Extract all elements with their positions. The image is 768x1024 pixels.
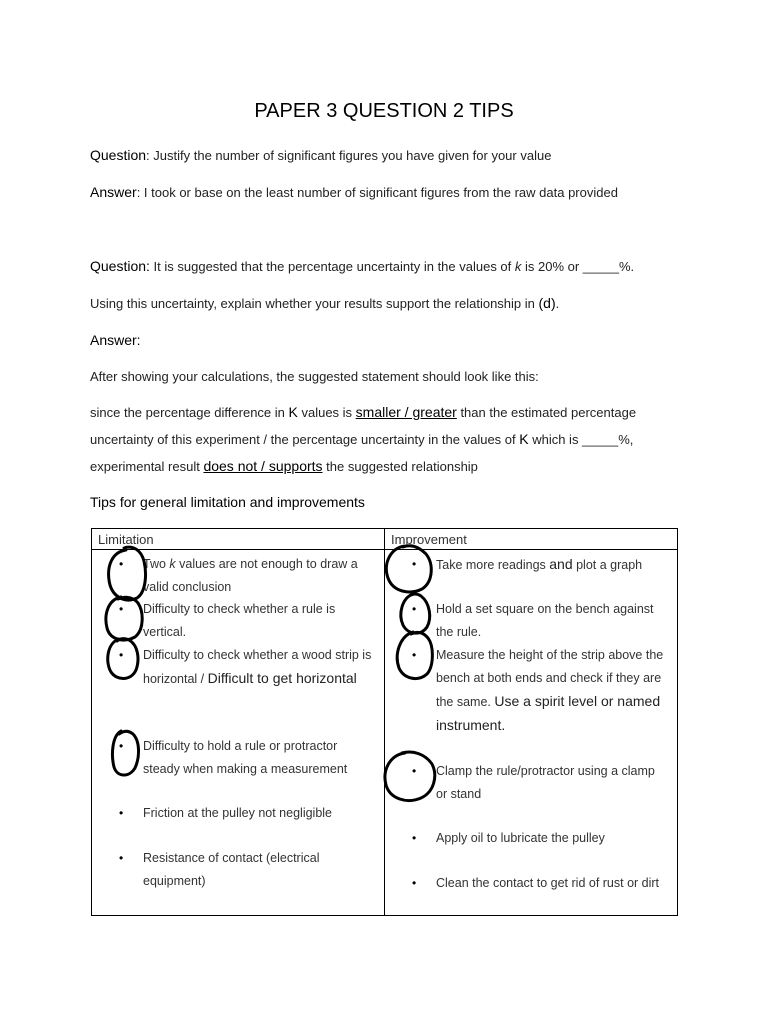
hand-drawn-circle <box>386 546 431 592</box>
bullet: • <box>412 764 417 778</box>
bullet: • <box>119 806 124 820</box>
improvement-item: Apply oil to lubricate the pulley <box>436 831 605 845</box>
question-2-line-2: Using this uncertainty, explain whether your results support the relationship in (d). <box>90 295 560 311</box>
choice-does-not-supports: does not / supports <box>203 458 323 474</box>
column-header-limitation: Limitation <box>98 532 154 547</box>
hand-drawn-circle <box>108 639 138 679</box>
bullet: • <box>119 557 124 571</box>
answer-label: Answer <box>90 184 137 200</box>
bullet: • <box>412 602 417 616</box>
question-2: Question: It is suggested that the percentage uncertainty in the values of k is 20% or _____%. <box>90 258 635 274</box>
bullet: • <box>412 876 417 890</box>
page-title: PAPER 3 QUESTION 2 TIPS <box>254 100 514 122</box>
variable-k: k <box>514 259 522 274</box>
part-reference: (d) <box>538 295 556 311</box>
bullet: • <box>119 648 124 662</box>
improvement-item: Take more readings and plot a graph <box>436 556 643 572</box>
answer-2-intro: After showing your calculations, the suggested statement should look like this: <box>90 369 539 384</box>
question-text: : Justify the number of significant figures you have given for your value <box>146 148 552 163</box>
limitation-item: Difficulty to check whether a wood strip is horizontal / Difficult to get horizontal <box>143 648 372 686</box>
hand-drawn-circle <box>112 731 138 775</box>
answer-text: : I took or base on the least number of significant figures from the raw data provided <box>136 185 618 200</box>
bullet: • <box>412 648 417 662</box>
bullet: • <box>412 831 417 845</box>
bullet: • <box>119 851 124 865</box>
limitation-item: Friction at the pulley not negligible <box>143 806 333 820</box>
limitation-item: Difficulty to check whether a rule is vertical. <box>143 602 336 639</box>
choice-smaller-greater: smaller / greater <box>355 404 457 420</box>
limitation-item: Difficulty to hold a rule or protractor steady when making a measurement <box>143 739 348 776</box>
improvement-item: Hold a set square on the bench against the rule. <box>436 602 654 639</box>
hand-drawn-circle <box>397 632 432 679</box>
suggested-statement: since the percentage difference in K values is smaller / greater than the estimated percentage uncertainty of this experiment / the percentage uncertainty in the values of K which is _____%, experimental result does not / supports the suggested relationship <box>90 404 637 474</box>
answer-2-label: Answer: <box>90 332 141 348</box>
hand-drawn-circle <box>385 752 435 800</box>
improvement-item: Measure the height of the strip above the bench at both ends and check if they are the same. Use a spirit level or named instrument. <box>436 648 664 733</box>
improvement-item: Clean the contact to get rid of rust or dirt <box>436 876 660 890</box>
tips-heading: Tips for general limitation and improvements <box>90 494 365 510</box>
bullet: • <box>412 557 417 571</box>
hand-drawn-circle <box>106 597 142 640</box>
limitation-item: Two k values are not enough to draw a valid conclusion <box>143 557 358 594</box>
hand-drawn-circle <box>401 594 430 633</box>
hand-drawn-circle <box>109 547 146 600</box>
bullet: • <box>119 739 124 753</box>
bullet: • <box>119 602 124 616</box>
question-label: Question: <box>90 258 150 274</box>
improvement-item: Clamp the rule/protractor using a clamp or stand <box>436 764 655 801</box>
question-label: Question <box>90 147 147 163</box>
column-header-improvement: Improvement <box>391 532 467 547</box>
limitation-item: Resistance of contact (electrical equipment) <box>143 851 320 888</box>
